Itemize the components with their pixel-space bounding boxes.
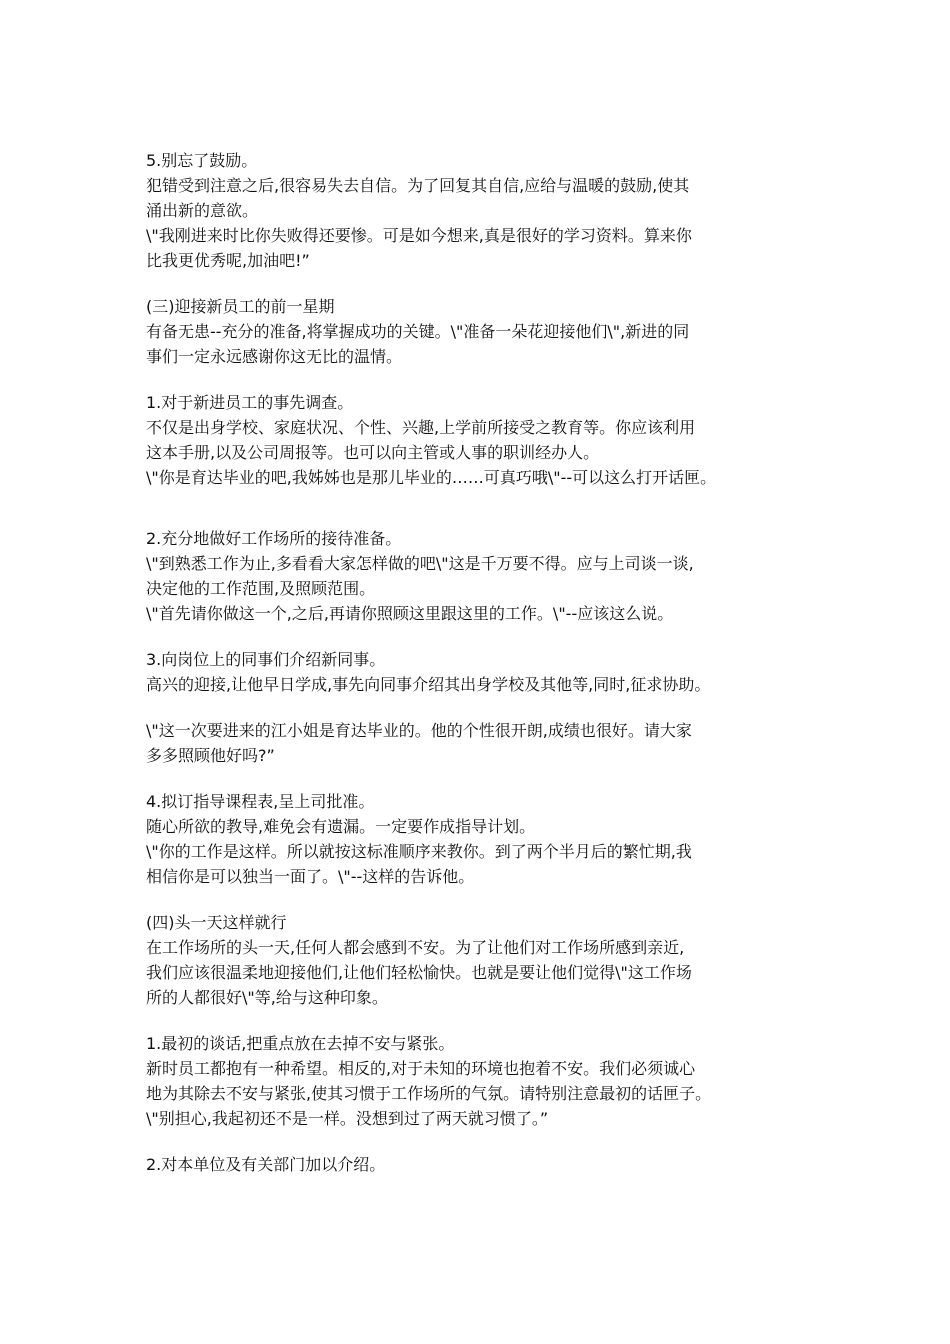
section-heading: 1.最初的谈话,把重点放在去掉不安与紧张。	[146, 1034, 455, 1053]
quote-text: \"你是育达毕业的吧,我姊姊也是那儿毕业的……可真巧哦\"--可以这么打开话匣。	[146, 468, 717, 487]
section-heading: (三)迎接新员工的前一星期	[146, 297, 335, 316]
quote-text: \"别担心,我起初还不是一样。没想到过了两天就习惯了。”	[146, 1109, 549, 1128]
paragraph-gap	[146, 369, 836, 390]
paragraph-gap	[146, 768, 836, 789]
paragraph-gap	[146, 697, 836, 718]
section-heading: 1.对于新进员工的事先调查。	[146, 393, 354, 412]
quote-text: \"这一次要进来的江小姐是育达毕业的。他的个性很开朗,成绩也很好。请大家	[146, 721, 692, 740]
section-heading: 2.对本单位及有关部门加以介绍。	[146, 1155, 386, 1174]
body-text: 随心所欲的教导,难免会有遗漏。一定要作成指导计划。	[146, 817, 536, 836]
body-text: 不仅是出身学校、家庭状况、个性、兴趣,上学前所接受之教育等。你应该利用	[146, 418, 696, 437]
paragraph-gap	[146, 490, 836, 526]
section-heading: 3.向岗位上的同事们介绍新同事。	[146, 650, 386, 669]
quote-text: 相信你是可以独当一面了。\"--这样的告诉他。	[146, 867, 475, 886]
quote-text: \"到熟悉工作为止,多看看大家怎样做的吧\"这是千万要不得。应与上司谈一谈,	[146, 554, 694, 573]
quote-text: \"你的工作是这样。所以就按这标准顺序来教你。到了两个半月后的繁忙期,我	[146, 842, 692, 861]
body-text: 在工作场所的头一天,任何人都会感到不安。为了让他们对工作场所感到亲近,	[146, 938, 685, 957]
paragraph-gap	[146, 626, 836, 647]
body-text: 有备无患--充分的准备,将掌握成功的关键。\"准备一朵花迎接他们\",新进的同	[146, 322, 690, 341]
paragraph-gap	[146, 1131, 836, 1152]
paragraph-gap	[146, 273, 836, 294]
body-text: 高兴的迎接,让他早日学成,事先向同事介绍其出身学校及其他等,同时,征求协助。	[146, 675, 711, 694]
body-text: 新时员工都抱有一种希望。相反的,对于未知的环境也抱着不安。我们必须诚心	[146, 1059, 696, 1078]
section-heading: 4.拟订指导课程表,呈上司批准。	[146, 792, 375, 811]
document-page	[146, 148, 836, 1177]
paragraph-gap	[146, 889, 836, 910]
body-text: 所的人都很好\"等,给与这种印象。	[146, 988, 388, 1007]
quote-text: 比我更优秀呢,加油吧!”	[146, 251, 310, 270]
body-text: 犯错受到注意之后,很容易失去自信。为了回复其自信,应给与温暖的鼓励,使其	[146, 176, 690, 195]
body-text: 涌出新的意欲。	[146, 201, 259, 220]
section-heading: 2.充分地做好工作场所的接待准备。	[146, 529, 402, 548]
section-heading: (四)头一天这样就行	[146, 913, 287, 932]
section-heading: 5.别忘了鼓励。	[146, 151, 258, 170]
quote-text: \"我刚进来时比你失败得还要惨。可是如今想来,真是很好的学习资料。算来你	[146, 226, 692, 245]
body-text: 我们应该很温柔地迎接他们,让他们轻松愉快。也就是要让他们觉得\"这工作场	[146, 963, 692, 982]
quote-text: \"首先请你做这一个,之后,再请你照顾这里跟这里的工作。\"--应该这么说。	[146, 604, 674, 623]
quote-text: 多多照顾他好吗?”	[146, 746, 275, 765]
body-text: 决定他的工作范围,及照顾范围。	[146, 579, 376, 598]
body-text: 事们一定永远感谢你这无比的温情。	[146, 347, 403, 366]
paragraph-gap	[146, 1010, 836, 1031]
body-text: 地为其除去不安与紧张,使其习惯于工作场所的气氛。请特别注意最初的话匣子。	[146, 1084, 712, 1103]
body-text: 这本手册,以及公司周报等。也可以向主管或人事的职训经办人。	[146, 443, 600, 462]
